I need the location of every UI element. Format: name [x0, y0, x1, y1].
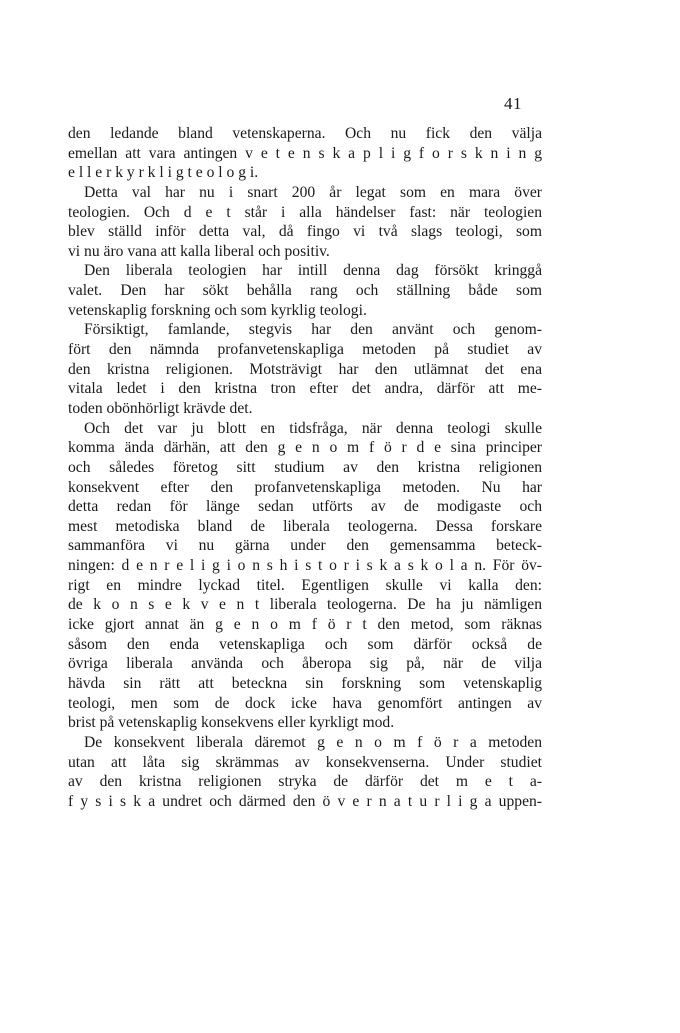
text-line: De konsekvent liberala däremot g e n o m f ö r a metoden [84, 733, 542, 751]
text-line: den ledande bland vetenskaperna. Och nu fick den välja [68, 125, 542, 142]
text-line: blev ställd inför detta val, då fingo vi två slags teologi, som [68, 223, 542, 241]
text-line: vetenskaplig forskning och som kyrklig teologi. [68, 301, 367, 319]
text-line: sammanföra vi nu gärna under den gemensamma beteck- [68, 537, 542, 555]
text-line: de k o n s e k v e n t liberala teologerna. De ha ju nämligen [68, 596, 542, 614]
text-line: och således företog sitt studium av den kristna religionen [68, 458, 542, 476]
text-line: ningen: d e n r e l i g i o n s h i s t o r i s k a s k o l a n. För öv- [68, 557, 542, 575]
text-line: mest metodiska bland de liberala teologerna. Dessa forskare [68, 517, 542, 535]
page-number: 41 [504, 94, 522, 113]
text-line: toden obönhörligt krävde det. [68, 399, 253, 417]
text-line: emellan att vara antingen v e t e n s k a p l i g f o r s k n i n g [68, 144, 542, 162]
text-line: övriga liberala använda och åberopa sig på, när de vilja [68, 655, 542, 673]
text-line: Den liberala teologien har intill denna dag försökt kringgå [84, 262, 542, 280]
text-line: komma ända därhän, att den g e n o m f ö r d e sina principer [68, 439, 542, 457]
text-line: såsom den enda vetenskapliga och som därför också de [68, 635, 542, 653]
body-text [68, 124, 542, 811]
text-line: fört den nämnda profanvetenskapliga metoden på studiet av [68, 341, 542, 359]
text-line: Och det var ju blott en tidsfråga, när denna teologi skulle [84, 419, 542, 437]
text-line: vi nu äro vana att kalla liberal och positiv. [68, 242, 330, 260]
text-line: vitala ledet i den kristna tron efter det andra, därför att me- [68, 380, 542, 398]
text-line: brist på vetenskaplig konsekvens eller kyrkligt mod. [68, 714, 395, 732]
text-line: detta redan för länge sedan utförts av de modigaste och [68, 498, 542, 516]
text-line: valet. Den har sökt behålla rang och ställning både som [68, 282, 542, 300]
text-line: hävda sin rätt att beteckna sin forskning som vetenskaplig [68, 674, 542, 692]
text-line: av den kristna religionen stryka de därför det m e t a- [68, 773, 542, 791]
text-line: teologi, men som de dock icke hava genomfört antingen av [68, 694, 542, 712]
text-line: e l l e r k y r k l i g t e o l o g i. [68, 164, 259, 182]
text-line: utan att låta sig skrämmas av konsekvenserna. Under studiet [68, 753, 542, 771]
text-line: Detta val har nu i snart 200 år legat som en mara över [84, 183, 542, 201]
text-line: icke gjort annat än g e n o m f ö r t den metod, som räknas [68, 616, 542, 634]
text-line: rigt en mindre lyckad titel. Egentligen skulle vi kalla den: [68, 576, 542, 594]
text-line: den kristna religionen. Motsträvigt har den utlämnat det ena [68, 360, 542, 378]
text-line: teologien. Och d e t står i alla händelser fast: när teologien [68, 203, 542, 221]
text-line: konsekvent efter den profanvetenskapliga metoden. Nu har [68, 478, 542, 496]
text-line: f y s i s k a undret och därmed den ö v e r n a t u r l i g a uppen- [68, 792, 542, 810]
text-line: Försiktigt, famlande, stegvis har den använt och genom- [84, 321, 542, 339]
